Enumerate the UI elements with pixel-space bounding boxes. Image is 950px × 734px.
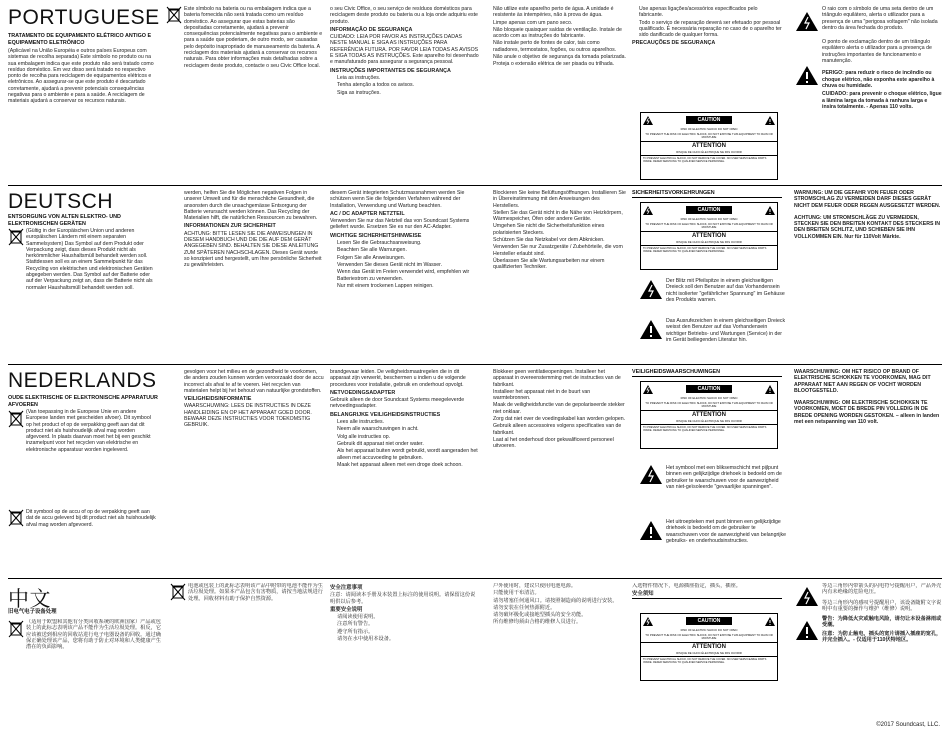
section-title: 中文 xyxy=(8,587,51,611)
wheelie-bin-icon xyxy=(8,410,24,428)
heading: INFORMAÇÃO DE SEGURANÇA xyxy=(330,26,413,33)
section-deutsch xyxy=(8,190,942,360)
paragraph: WAARSCHUWING: OM HET RISICO OP BRAND OF ELEKTRISCHE SCHOKKEN TE VOORKOMEN, MAG DIT APPARAAT NIET AAN REGEN OF VOCHT WORDEN BLOOTGESTELD. xyxy=(794,369,931,394)
caution-warning: TO PREVENT THE RISK OF ELECTRIC SHOCK, DO NOT EXPOSE THIS EQUIPMENT TO RAIN OR MOISTURE xyxy=(645,401,773,409)
lightning-warning-icon xyxy=(643,206,653,215)
attention-label: ATTENTION xyxy=(641,231,777,240)
section-subtitle: OUDE ELEKTRISCHE OF ELEKTRONISCHE APPARATUUR AFVOEREN xyxy=(8,395,158,408)
paragraph: Verwenden Sie nur das Netzteil das von Soundcast Systems geliefert wurde. Ersetzen Sie es nur den AC-Adapter. xyxy=(330,218,470,231)
attention-sub: RISQUE DE CHOC ÉLECTRIQUE NE PAS OUVRIR xyxy=(676,650,742,655)
list-item: • Umgehen Sie nicht die Sicherheitsfunktion eines polarisierten Steckers. xyxy=(493,223,626,236)
list-item: • 注意所有警告。 xyxy=(337,621,480,627)
column-5 xyxy=(632,6,782,101)
caution-label: CAUTION xyxy=(686,116,733,124)
paragraph: 电池或包装上的此标志表明该产品中附带的电池不能作为生活垃圾处理。如果本产品包含有害物质，请按当地法规进行处理。回收材料有助于保护自然资源。 xyxy=(188,583,323,602)
lightning-warning-icon xyxy=(643,617,653,626)
caution-label: CAUTION xyxy=(686,617,733,625)
column-4 xyxy=(486,190,626,358)
paragraph: Gebruik alleen de door Soundcast Systems meegeleverde netvoedingsadapter. xyxy=(330,397,465,410)
paragraph: O ponto de exclamação dentro de um triângulo equilátero alerta o utilizador para a presença de instruções importantes de funcionamento e manutenção. xyxy=(822,39,932,65)
list-item: • Gebruik dit apparaat niet onder water. xyxy=(337,441,480,447)
lightning-description xyxy=(666,278,786,314)
column-6 xyxy=(822,6,942,178)
exclamation-triangle-icon xyxy=(640,320,662,339)
paragraph: werden, helfen Sie die Möglichen negativen Folgen in unserer Umwelt und für die menschliche Gesundheit, die ansonsten durch die unsachgemässe Entsorgung der Batterie verursacht werden können. Das Recycling der Materialien hilft, die natürlichen Ressourcen zu bewahren. xyxy=(184,190,318,222)
column-4 xyxy=(486,583,626,727)
heading: VEILIGHEIDSINFORMATIE xyxy=(184,396,252,403)
bullet-list xyxy=(330,75,480,96)
paragraph: Este símbolo na bateria ou na embalagem indica que a bateria fornecida não será tratada como um resíduo doméstico. Ao assegurar que estas baterias são depositadas corretamente, ajudará a prevenir consequências potencialmente negativas para o ambiente e para a saúde que poderiam, de outro modo, ser causadas pelo depósito inapropriado de manuseamento da bateria. A reciclagem dos materiais ajudará a conservar os recursos naturais. Para obter informações mais detalhadas sobre a reciclagem deste produto, contacte o seu Civic Office local. xyxy=(184,6,323,69)
paragraph: CUIDADO: LEIA POR FAVOR AS INSTRUÇÕES DADAS NESTE MANUAL E SIGA AS INSTRUÇÕES PARA REFERÊNCIA FUTURA. POR FAVOR LEIA TODAS AS AVISOS E SIGA TODAS AS INSTRUÇÕES. Este aparelho foi desenhado e manufaturado para assegurar a segurança pessoal. xyxy=(330,34,479,66)
list-item: • Als het apparaat buiten wordt gebruikt, wordt aangeraden het alleen met accuvoeding te gebruiken. xyxy=(337,448,480,461)
wheelie-bin-icon xyxy=(166,6,182,24)
caution-label-box xyxy=(640,202,778,270)
list-item: • Não anule o objetivo de segurança da tomada polarizada. xyxy=(493,54,626,60)
list-item: • 所有维修均须由合格的维修人员进行。 xyxy=(493,619,626,625)
bullet-list xyxy=(486,583,626,626)
section-divider xyxy=(8,578,942,579)
caution-label-box xyxy=(640,112,778,180)
wheelie-bin-icon xyxy=(8,228,24,246)
heading: NETVOEDINGSADAPTER xyxy=(330,389,396,396)
attention-label: ATTENTION xyxy=(641,642,777,651)
list-item: • 只能使用干布清洁。 xyxy=(493,590,626,596)
list-item: • Volg alle instructies op. xyxy=(337,434,480,440)
column-1 xyxy=(8,48,158,178)
attention-sub: RISQUE DE CHOC ÉLECTRIQUE NE PAS OUVRIR xyxy=(676,149,742,154)
list-item: • Wenn das Gerät im Freien verwendet wird, empfehlen wir Batteriestrom zu verwenden. xyxy=(337,269,480,282)
heading: SICHERHEITSVORKEHRUNGEN xyxy=(632,190,782,198)
list-item: • 请阅读使用说明。 xyxy=(337,614,480,620)
paragraph: Das Ausrufezeichen in einem gleichseitigen Dreieck weisst den Benutzer auf das Vorhandensein wichtiger Betriebs- und Wartungen (Service) in der im Gerät beiliegenden Literatur hin. xyxy=(666,318,786,343)
column-4 xyxy=(486,369,626,572)
lightning-description xyxy=(666,465,786,515)
exclamation-triangle-icon xyxy=(796,66,818,85)
list-item: • Proteja o extensão elétrica de ser pisada ou trilhada. xyxy=(493,61,626,67)
heading: INFORMATIONEN ZUR SICHERHEIT xyxy=(184,223,276,230)
lightning-triangle-icon xyxy=(640,465,662,484)
exclamation-warning-icon xyxy=(765,385,775,394)
list-item: • Beachten Sie alle Warnungen. xyxy=(337,247,480,253)
list-item: • Todo o serviço de reparação deverá ser efetuado por pessoal qualificado. É necessária reparação no caso de o aparelho ter sido danificado de qualquer forma. xyxy=(639,20,782,39)
column-6 xyxy=(794,190,942,358)
caution-label-box xyxy=(640,613,778,681)
paragraph: PERIGO: para reduzir o risco de incêndio ou choque elétrico, não exponha este aparelho à chuva ou humidade. xyxy=(822,70,935,89)
paragraph: （适用于欧盟和其他有分类回收系统的欧洲国家）产品或包装上的此标志表明该产品不能作为生活垃圾处理。相反，它应该被送到相应的回收站进行电子电器设备的回收。通过确保正确处理该产品，您将有助于防止对环境和人类健康产生潜在的负面影响。 xyxy=(26,619,161,651)
list-item: • Maak de veiligheidsfunctie van de gepolariseerde stekker niet onklaar. xyxy=(493,402,626,415)
section-subtitle: ENTSORGUNG VON ALTEN ELEKTRO- UND ELEKTRONISCHEN GERÄTEN xyxy=(8,214,121,227)
section-divider xyxy=(8,364,942,365)
list-item: • Stellen Sie das Gerät nicht in die Nähe von Heizkörpern, Wärmespeicher, Öfen oder andere Geräte. xyxy=(493,210,626,223)
paragraph: 入选物件情况下，电源插座指定，插头，插座。 xyxy=(632,583,741,589)
list-item: • Laat al het onderhoud door gekwalificeerd personeel uitvoeren. xyxy=(493,437,626,450)
lightning-triangle-icon xyxy=(796,587,818,606)
list-item: • Verwenden Sie dieses Gerät nicht im Wasser. xyxy=(337,262,480,268)
list-item: • Maak het apparaat alleen met een droge doek schoon. xyxy=(337,462,480,468)
paragraph: 警告：为降低火灾或触电风险，请勿让本设备淋雨或受潮。 xyxy=(822,616,942,629)
service-note: TO PREVENT ELECTRICAL SHOCK, DO NOT REMOVE THE COVER. NO USER SERVICEABLE PARTS INSIDE. REFER SERVICING TO QUALIFIED SERVICE PERSONNEL. xyxy=(641,656,777,665)
list-item: • Folgen Sie alle Anweisungen. xyxy=(337,255,480,261)
column-2 xyxy=(184,190,324,358)
column-3 xyxy=(330,369,480,572)
paragraph: O raio com o símbolo de uma seta dentro de um triângulo equilátero, alerta o utilizador para a presença de uma "perigosa voltagem" não isolada dentro da área fechada do produto. xyxy=(822,6,938,31)
list-item: • Leia as instruções. xyxy=(337,75,480,81)
list-item: • Não utilize este aparelho perto de água. A unidade é resistente às intempéries, não à prova de água. xyxy=(493,6,626,19)
heading: 安全注意事项 xyxy=(330,585,363,591)
lightning-triangle-icon xyxy=(796,12,818,31)
column-4 xyxy=(486,6,626,178)
list-item: • 请勿安装在任何热源附近。 xyxy=(493,605,626,611)
column-3 xyxy=(330,583,480,727)
exclamation-warning-icon xyxy=(765,206,775,215)
caution-label: CAUTION xyxy=(686,206,733,214)
column-6 xyxy=(822,583,942,713)
paragraph: 注意：为防止触电，插头的宽片请插入插座的宽孔，并完全插入。- 仅适用于110伏特地区。 xyxy=(822,630,942,644)
list-item: • Tenha atenção a todos os avisos. xyxy=(337,82,480,88)
column-1 xyxy=(26,619,166,727)
wheelie-bin-icon xyxy=(170,583,186,601)
exclamation-description xyxy=(666,318,786,356)
caution-label-box xyxy=(640,381,778,449)
column-2 xyxy=(184,6,324,178)
list-item: • 户外使用时，建议只使用电池电源。 xyxy=(493,583,626,589)
section-divider xyxy=(8,185,942,186)
attention-label: ATTENTION xyxy=(641,141,777,150)
list-item: • 遵守所有指示。 xyxy=(337,629,480,635)
list-item: • Limpe apenas com um pano seco. xyxy=(493,20,626,26)
list-item: • 请勿破坏极化或接地型插头的安全功能。 xyxy=(493,612,626,618)
bullet-list xyxy=(330,614,480,642)
paragraph: WARNUNG: UM DIE GEFAHR VON FEUER ODER STROMSCHLAG ZU VERMEIDEN DARF DIESES GERÄT NICHT DEM FEUER ODER REGEN AUSGESETZT WERDEN. xyxy=(794,190,941,209)
list-item: • Schützen Sie das Netzkabel vor dem Abknicken. xyxy=(493,237,626,243)
bullet-list xyxy=(486,6,626,68)
paragraph: ACHTUNG: BITTE LESEN SIE DIE ANWEISUNGEN IN DIESEM HANDBUCH UND DIE DIE AUF DEM GERÄT ANGEGEBEN SIND. BEHALTEN SIE DIESE ANLEITUNG ZUM SPÄTEREN NACHSCHLAGEN. Dieses Gerät wurde so konzipiert und hergestellt, um Ihre persönliche Sicherheit zu gewährleisten. xyxy=(184,230,322,269)
lightning-triangle-icon xyxy=(640,280,662,299)
exclamation-warning-icon xyxy=(765,116,775,125)
heading: 安全须知 xyxy=(632,591,782,598)
column-1 xyxy=(26,228,158,358)
bullet-list xyxy=(330,240,480,289)
list-item: • Überlassen Sie alle Wartungsarbeiten nur einem qualifizierten Techniker. xyxy=(493,258,626,271)
paragraph: 注意：请阅读本手册及本装置上标注的使用说明。请保留这份说明供以后参考。 xyxy=(330,592,476,605)
list-item: • Neem alle waarschuwingen in acht. xyxy=(337,426,480,432)
paragraph: (Aplicável na União Européia e outros países Europeus com sistemas de recolha separada) Este símbolo no produto ou na sua embalagem indica que este produto não será tratado como resíduo doméstico. Em vez disso será tratado no respectivo ponto de recolha para reciclagem de equipamentos elétricos e eletrônicos. Ao assegurar-se que este produto é descartado corretamente, ajudará a prevenir potenciais consequências negativas para o ambiente e para a saúde. A reciclagem de materiais ajudará a conservar os recursos naturais. xyxy=(8,48,154,105)
caution-warning: TO PREVENT THE RISK OF ELECTRIC SHOCK, DO NOT EXPOSE THIS EQUIPMENT TO RAIN OR MOISTURE xyxy=(645,132,773,140)
list-item: • 请勿堵塞任何通风口。请按照制造商的说明进行安装。 xyxy=(493,598,626,604)
heading: VEILIGHEIDSWAARSCHUWINGEN xyxy=(632,369,782,377)
list-item: • Installeer het apparaat niet in de buurt van warmtebronnen. xyxy=(493,389,626,402)
exclamation-triangle-icon xyxy=(640,521,662,540)
attention-sub: RISQUE DE CHOC ÉLECTRIQUE NE PAS OUVRIR xyxy=(676,239,742,244)
paragraph: Der Blitz mit Pfeilspitze in einem gleichseitigen Dreieck soll den Benutzer auf das Vorhandensein nicht isolierter "gefährlicher Spannung" im Gehäuse des Produkts warnen. xyxy=(666,278,785,303)
paragraph: CUIDADO: para prevenir o choque elétrico, ligue a lâmina larga da tomada à ranhura larga e insira totalmente. - Apenas 110 volts. xyxy=(822,91,942,110)
paragraph: brandgevaar leiden. De veiligheidsmaatregelen die in dit apparaat zijn verwerkt, beschermen u indien u de volgende procedures voor installatie, gebruik en onderhoud opvolgt. xyxy=(330,369,466,388)
list-item: • Verwenden Sie nur Zusatzgeräte / Zubehörteile, die vom Hersteller erlaubt sind. xyxy=(493,244,626,257)
list-item: • Blockieren Sie keine Belüftungsöffnungen. Installieren Sie in Übereinstimmung mit den Anweisungen des Herstellers. xyxy=(493,190,626,209)
column-6 xyxy=(794,369,942,572)
heading: INSTRUÇÕES IMPORTANTES DE SEGURANÇA xyxy=(330,67,451,74)
list-item: • Use apenas ligações/acessórios especificados pelo fabricante. xyxy=(639,6,782,19)
list-item: • Nur mit einem trockenen Lappen reinigen. xyxy=(337,283,480,289)
wheelie-bin-icon xyxy=(8,620,24,638)
bullet-list xyxy=(632,6,782,38)
heading: BELANGRIJKE VEILIGHEIDSINSTRUCTIES xyxy=(330,411,441,418)
service-note: TO PREVENT ELECTRICAL SHOCK, DO NOT REMOVE THE COVER. NO USER SERVICEABLE PARTS INSIDE. REFER SERVICING TO QUALIFIED SERVICE PERSONNEL. xyxy=(641,155,777,164)
wheelie-bin-icon xyxy=(8,509,24,527)
paragraph: 等边三角形内带箭头的闪电符号提醒用户，产品外壳内有未绝缘的危险电压。 xyxy=(822,583,942,596)
list-item: • Gebruik alleen accessoires volgens specificaties van de fabrikant. xyxy=(493,423,626,436)
paragraph: Dit symbool op de accu of op de verpakking geeft aan dat de accu geleverd bij dit product niet als huishoudelijk afval mag worden afgevoerd. xyxy=(26,509,156,528)
paragraph: Het symbool met een bliksemschicht met pijlpunt binnen een gelijkzijdige driehoek is bedoeld om de gebruiker te waarschuwen voor de aanwezigheid van niet-geïsoleerde "gevaarlijke spanningen". xyxy=(666,465,782,490)
heading: AC / DC ADAPTER NETZTEIL xyxy=(330,210,405,217)
section-title: NEDERLANDS xyxy=(8,369,157,392)
paragraph: WAARSCHUWING: OM ELEKTRISCHE SCHOKKEN TE VOORKOMEN, MOET DE BREDE PIN VOLLEDIG IN DE BREDE OPENING WORDEN GESTOKEN. – alleen in landen met een netspanning van 110 volt. xyxy=(794,400,940,426)
exclamation-triangle-icon xyxy=(796,621,818,640)
bullet-list xyxy=(486,369,626,450)
column-3 xyxy=(330,6,480,178)
paragraph: o seu Civic Office, o seu serviço de resíduos domésticos para reciclagem deste produto ou bateria ou a loja onde adquiriu este produto. xyxy=(330,6,478,25)
list-item: • 请勿在水中使用本设备。 xyxy=(337,636,480,642)
section-title: PORTUGUESE xyxy=(8,6,160,29)
paragraph: gevolgen voor het milieu en de gezondheid te voorkomen, die anders zouden kunnen worden veroorzaakt door de accu incorrect als afval te af te voeren. Het recyclen van materialen helpt bij het behoud van natuurlijke grondstoffen. xyxy=(184,369,324,394)
list-item: • Não bloqueie quaisquer saídas de ventilação. Instale de acordo com as instruções do fabricante. xyxy=(493,27,626,40)
caution-fine-print: RISK OF ELECTRIC SHOCK DO NOT OPEN xyxy=(680,217,738,221)
column-2 xyxy=(188,583,324,727)
paragraph: (Gültig in der Europäischen Union und anderen europäischen Ländern mit einem separaten Sammelsystem) Das Symbol auf dem Produkt oder Verpackung zeigt, dass dieses Produkt nicht als herkömmlicher Haushaltsmüll behandelt werden soll. Stattdessen soll es an einem Sammelpunkt für das Recycling von elektrischen und elektronischen Geräten abgegeben werden. Das Symbol auf der Batterie oder auf der Verpackung zeigt an, dass die Batterie nicht als normaler Haushaltsmüll behandelt werden soll. xyxy=(26,228,153,291)
copyright-text: ©2017 Soundcast, LLC. xyxy=(876,722,940,728)
list-item: • Blokkeer geen ventilatieopeningen. Installeer het apparaat in overeenstemming met de instructies van de fabrikant. xyxy=(493,369,626,388)
heading: 重要安全说明 xyxy=(330,606,363,613)
column-3 xyxy=(330,190,480,358)
list-item: • Não instale perto de fontes de calor, tais como radiadores, termostatos, fogões, ou outros aparelhos. xyxy=(493,40,626,53)
paragraph: (Van toepassing in de Europese Unie en andere Europese landen met gescheiden afvoer). Dit symbool op het product of op de verpakking geeft aan dat dit product niet als huishoudelijk afval mag worden afgevoerd. In plaats daarvan moet het bij een geschikt inzamelpunt voor het recyclen van elektrische en elektronische apparatuur worden ingeleverd. xyxy=(26,409,151,453)
list-item: • Lesen Sie die Gebrauchsanweisung. xyxy=(337,240,480,246)
bullet-list xyxy=(486,190,626,271)
heading: PRECAUÇÕES DE SEGURANÇA xyxy=(632,40,716,47)
caution-warning: TO PREVENT THE RISK OF ELECTRIC SHOCK, DO NOT EXPOSE THIS EQUIPMENT TO RAIN OR MOISTURE xyxy=(645,633,773,641)
section-subtitle: 旧电气电子设备处理 xyxy=(8,609,57,615)
list-item: • Siga as instruções. xyxy=(337,90,480,96)
column-2 xyxy=(184,369,324,572)
bullet-list xyxy=(330,419,480,468)
attention-label: ATTENTION xyxy=(641,410,777,419)
column-1 xyxy=(26,409,158,499)
service-note: TO PREVENT ELECTRICAL SHOCK, DO NOT REMOVE THE COVER. NO USER SERVICEABLE PARTS INSIDE. REFER SERVICING TO QUALIFIED SERVICE PERSONNEL. xyxy=(641,245,777,254)
attention-sub: RISQUE DE CHOC ÉLECTRIQUE NE PAS OUVRIR xyxy=(676,418,742,423)
battery-note xyxy=(26,509,158,569)
list-item: • Lees alle instructies. xyxy=(337,419,480,425)
section-title: DEUTSCH xyxy=(8,190,114,213)
list-item: • Zorg dat niet over de voedingskabel kan worden gelopen. xyxy=(493,416,626,422)
caution-label: CAUTION xyxy=(686,385,733,393)
caution-fine-print: RISK OF ELECTRIC SHOCK DO NOT OPEN xyxy=(680,396,738,400)
paragraph: Het uitroepteken met punt binnen een gelijkzijdige driehoek is bedoeld om de gebruiker te waarschuwen voor de aanwezigheid van belangrijke gebruiks- en onderhoudsinstructies. xyxy=(666,519,786,544)
lightning-warning-icon xyxy=(643,116,653,125)
paragraph: ACHTUNG: UM STROMSCHLÄGE ZU VERMEIDEN, STECKEN SIE DEN BREITEN KONTAKT DES STECKERS IN DEN BREITEN SCHLITZ, UND SCHIEBEN SIE IHN VOLLKOMMEN EIN. Nur für 110Volt Märkte. xyxy=(794,214,941,240)
service-note: TO PREVENT ELECTRICAL SHOCK, DO NOT REMOVE THE COVER. NO USER SERVICEABLE PARTS INSIDE. REFER SERVICING TO QUALIFIED SERVICE PERSONNEL. xyxy=(641,424,777,433)
exclamation-warning-icon xyxy=(765,617,775,626)
section-subtitle: TRATAMENTO DE EQUIPAMENTO ELÉTRICO ANTIGO E EQUIPAMENTO ELETRÔNICO xyxy=(8,33,152,46)
heading: WICHTIGE SICHERHEITSHINWEISE xyxy=(330,232,422,239)
section-nederlands xyxy=(8,369,942,574)
section-chinese xyxy=(8,583,942,728)
paragraph: WAARSCHUWING: LEES DE INSTRUCTIES IN DEZE HANDLEIDING EN OP HET APPARAAT GOED DOOR. BEWAAR DEZE INSTRUCTIES VOOR TOEKOMSTIG GEBRUIK. xyxy=(184,403,312,429)
caution-fine-print: RISK OF ELECTRIC SHOCK DO NOT OPEN xyxy=(680,127,738,131)
paragraph: diesem Gerät integrierten Schutzmassnahmen werden Sie schützen wenn Sie die folgenden Verfahren während der Installation, Verwendung und Wartung beachten. xyxy=(330,190,465,209)
caution-warning: TO PREVENT THE RISK OF ELECTRIC SHOCK, DO NOT EXPOSE THIS EQUIPMENT TO RAIN OR MOISTURE xyxy=(645,222,773,230)
column-5 xyxy=(632,583,782,607)
paragraph: 等边三角形内的感叹号提醒用户，该设备随附文字说明中有重要的操作与维护（维修）说明。 xyxy=(822,599,942,612)
exclamation-description xyxy=(666,519,786,569)
caution-fine-print: RISK OF ELECTRIC SHOCK DO NOT OPEN xyxy=(680,628,738,632)
lightning-warning-icon xyxy=(643,385,653,394)
section-portuguese xyxy=(8,6,942,184)
